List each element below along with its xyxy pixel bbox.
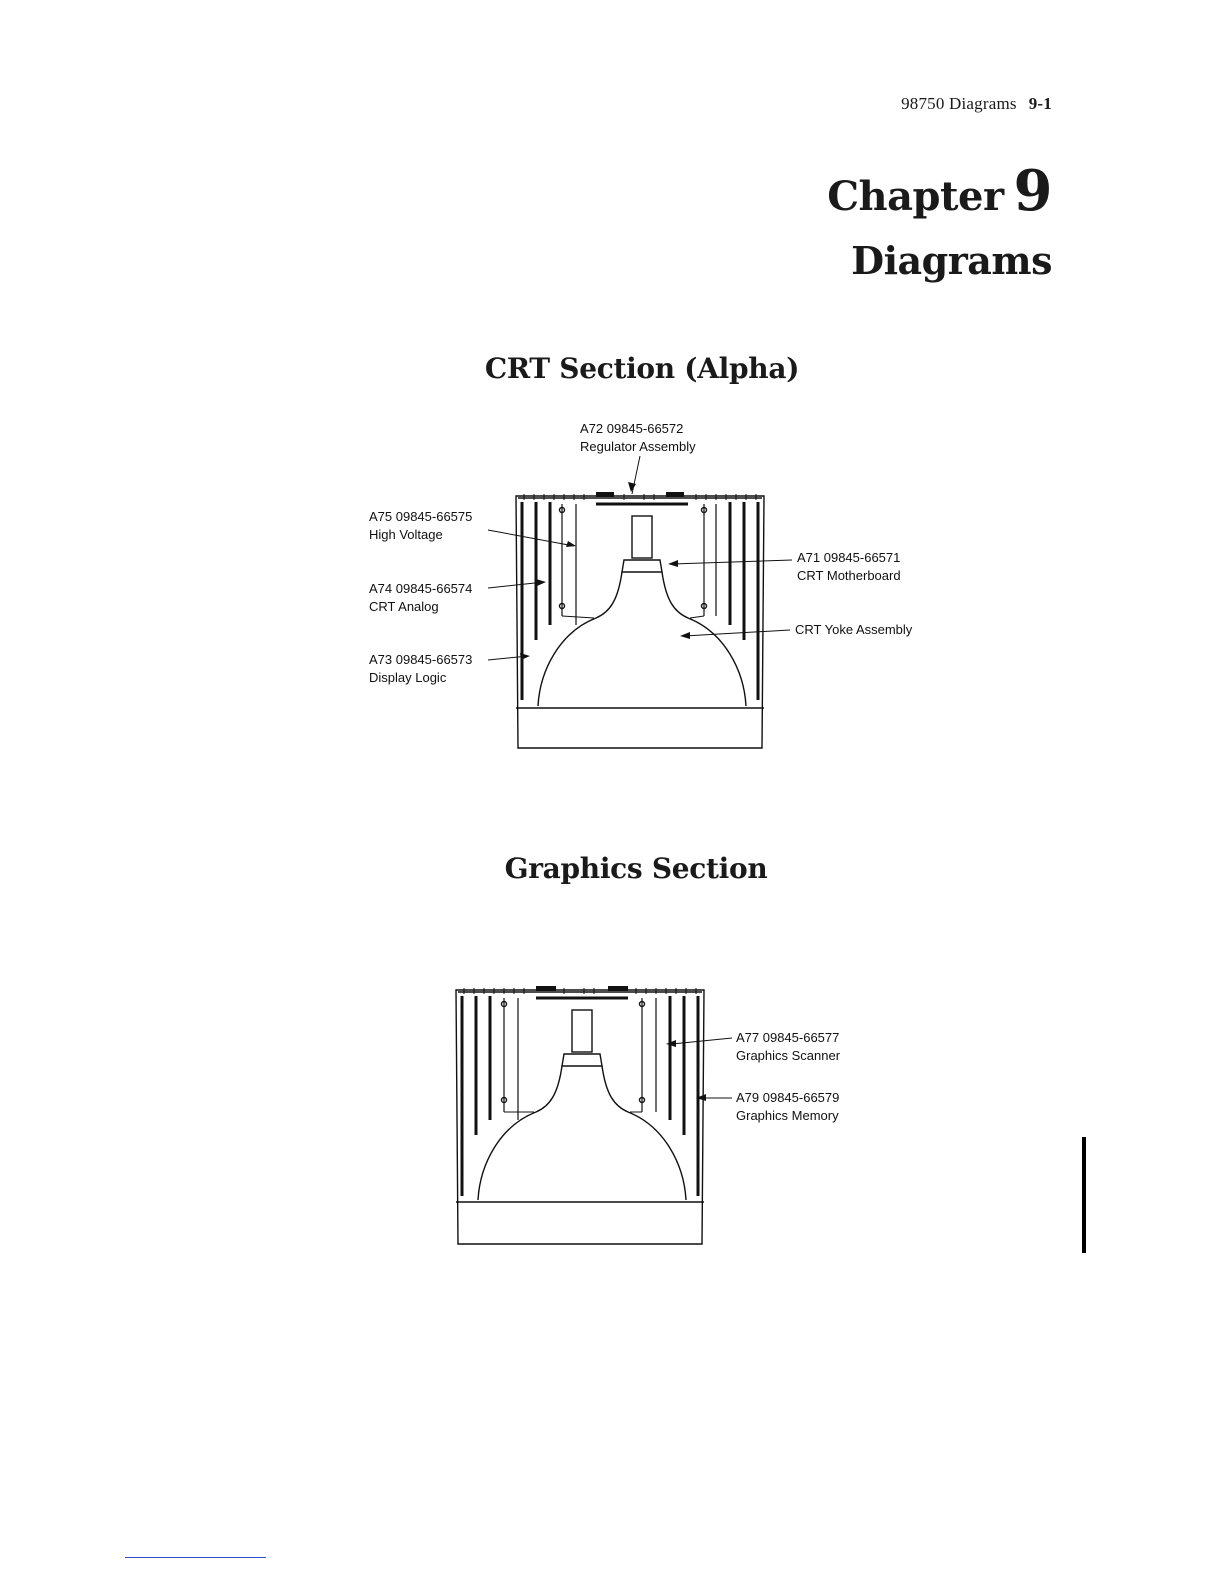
running-title: 98750 Diagrams <box>901 94 1017 113</box>
callout-yoke-part: CRT Yoke Assembly <box>795 622 913 637</box>
callout-a71-desc: CRT Motherboard <box>797 568 901 583</box>
section-title-graphics: Graphics Section <box>504 852 768 885</box>
callout-a79 <box>736 1089 839 1125</box>
callout-a73-desc: Display Logic <box>369 670 447 685</box>
callout-a72-desc: Regulator Assembly <box>580 439 696 454</box>
callout-a74 <box>369 580 472 616</box>
callout-a77 <box>736 1029 840 1065</box>
chapter-number: 9 <box>1013 158 1052 224</box>
callout-a75 <box>369 508 472 544</box>
callout-a71 <box>797 549 901 585</box>
callout-a72 <box>580 420 696 456</box>
footer-rule <box>125 1557 266 1558</box>
callout-a75-part: A75 09845-66575 <box>369 509 473 524</box>
callout-a72-part: A72 09845-66572 <box>580 421 684 436</box>
leader-a77 <box>672 1038 732 1044</box>
change-bar <box>1082 1137 1086 1253</box>
callout-a77-desc: Graphics Scanner <box>736 1048 841 1063</box>
callout-a77-part: A77 09845-66577 <box>736 1030 840 1045</box>
graphics-cabinet-outline <box>456 990 704 1244</box>
callout-a73-part: A73 09845-66573 <box>369 652 473 667</box>
chapter-label: Chapter <box>827 173 1004 220</box>
chapter-title: Diagrams <box>851 238 1052 283</box>
callout-a74-part: A74 09845-66574 <box>369 581 473 596</box>
callout-yoke <box>795 621 912 639</box>
callout-a75-desc: High Voltage <box>369 527 443 542</box>
callout-a73 <box>369 651 472 687</box>
callout-a79-part: A79 09845-66579 <box>736 1090 840 1105</box>
callout-a79-desc: Graphics Memory <box>736 1108 839 1123</box>
callout-a71-part: A71 09845-66571 <box>797 550 901 565</box>
section-title-crt: CRT Section (Alpha) <box>484 352 800 385</box>
page-number: 9-1 <box>1028 94 1052 113</box>
callout-a74-desc: CRT Analog <box>369 599 439 614</box>
